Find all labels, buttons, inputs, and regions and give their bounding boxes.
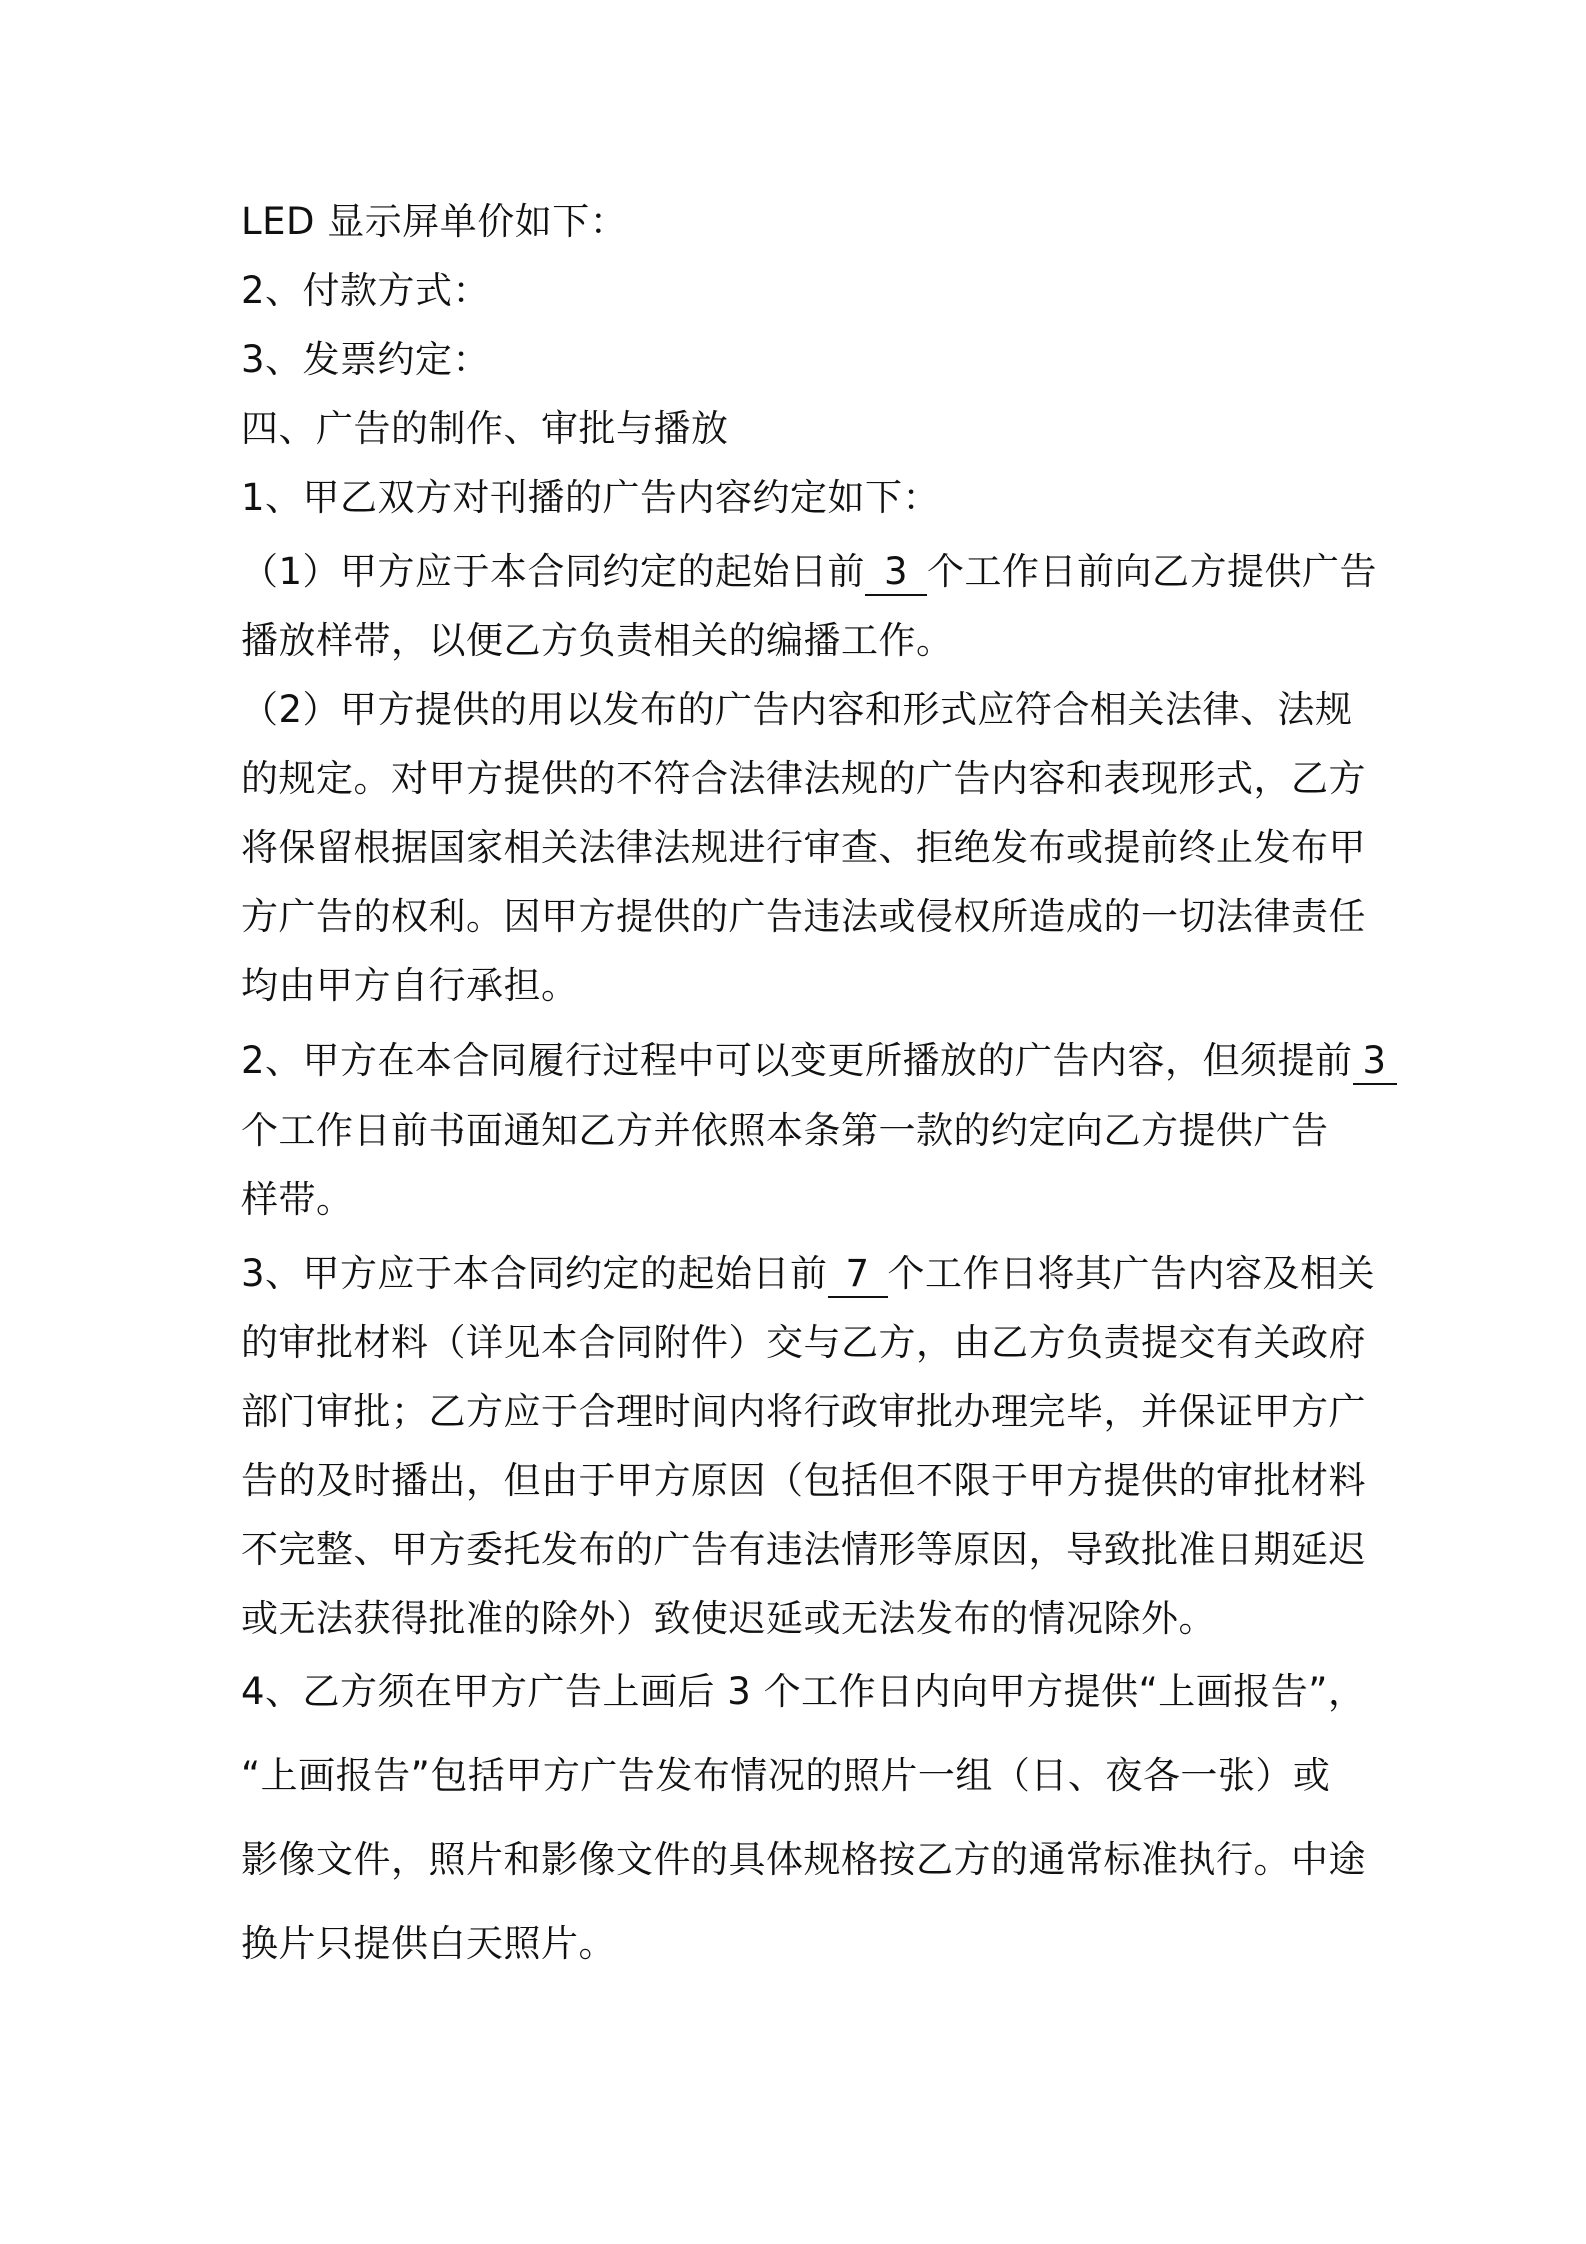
clause-3-line-1 (241, 1250, 1376, 1298)
clause-1-heading: 1、甲乙双方对刊播的广告内容约定如下： (241, 476, 941, 519)
payment-method-heading: 2、付款方式： (241, 269, 491, 312)
invoice-heading: 3、发票约定： (241, 338, 491, 381)
clause-1-2-line-1: （2）甲方提供的用以发布的广告内容和形式应符合相关法律、法规 (241, 688, 1353, 731)
section-four-heading: 四、广告的制作、审批与播放 (241, 407, 729, 450)
clause-1-1-line-1 (241, 548, 1378, 596)
clause-1-2-line-2: 的规定。对甲方提供的不符合法律法规的广告内容和表现形式，乙方 (241, 757, 1366, 800)
clause-3-line-6: 或无法获得批准的除外）致使迟延或无法发布的情况除外。 (241, 1597, 1216, 1640)
filled-blank-days: 7 (828, 1252, 888, 1298)
clause-3-line-2: 的审批材料（详见本合同附件）交与乙方，由乙方负责提交有关政府 (241, 1321, 1366, 1364)
filled-blank-days: 3 (865, 550, 927, 596)
clause-3-line-4: 告的及时播出，但由于甲方原因（包括但不限于甲方提供的审批材料 (241, 1459, 1366, 1502)
clause-1-2-line-4: 方广告的权利。因甲方提供的广告违法或侵权所造成的一切法律责任 (241, 895, 1366, 938)
clause-2-line-2: 个工作日前书面通知乙方并依照本条第一款的约定向乙方提供广告 (241, 1109, 1329, 1152)
clause-2-text-a: 2、甲方在本合同履行过程中可以变更所播放的广告内容，但须提前 (241, 1039, 1353, 1082)
clause-3-text-b: 个工作日将其广告内容及相关 (887, 1252, 1376, 1295)
clause-1-1-text-a: （1）甲方应于本合同约定的起始日前 (241, 550, 866, 593)
clause-3-line-5: 不完整、甲方委托发布的广告有违法情形等原因，导致批准日期延迟 (241, 1528, 1366, 1571)
clause-1-2-line-3: 将保留根据国家相关法律法规进行审查、拒绝发布或提前终止发布甲 (241, 826, 1366, 869)
clause-4-line-3: 影像文件，照片和影像文件的具体规格按乙方的通常标准执行。中途 (241, 1838, 1366, 1881)
price-heading: LED 显示屏单价如下： (241, 200, 628, 243)
clause-4-line-4: 换片只提供白天照片。 (241, 1922, 616, 1965)
clause-1-2-line-5: 均由甲方自行承担。 (241, 964, 579, 1007)
clause-2-line-1 (241, 1037, 1387, 1085)
clause-3-line-3: 部门审批；乙方应于合理时间内将行政审批办理完毕，并保证甲方广 (241, 1390, 1366, 1433)
clause-2-line-3: 样带。 (241, 1178, 354, 1221)
clause-4-line-2: “上画报告”包括甲方广告发布情况的照片一组（日、夜各一张）或 (241, 1754, 1331, 1797)
clause-4-line-1: 4、乙方须在甲方广告上画后 3 个工作日内向甲方提供“上画报告”， (241, 1670, 1366, 1713)
clause-1-1-line-2: 播放样带，以便乙方负责相关的编播工作。 (241, 619, 954, 662)
filled-blank-days: 3 (1353, 1039, 1397, 1085)
clause-1-1-text-b: 个工作日前向乙方提供广告 (927, 550, 1378, 593)
clause-3-text-a: 3、甲方应于本合同约定的起始日前 (241, 1252, 828, 1295)
